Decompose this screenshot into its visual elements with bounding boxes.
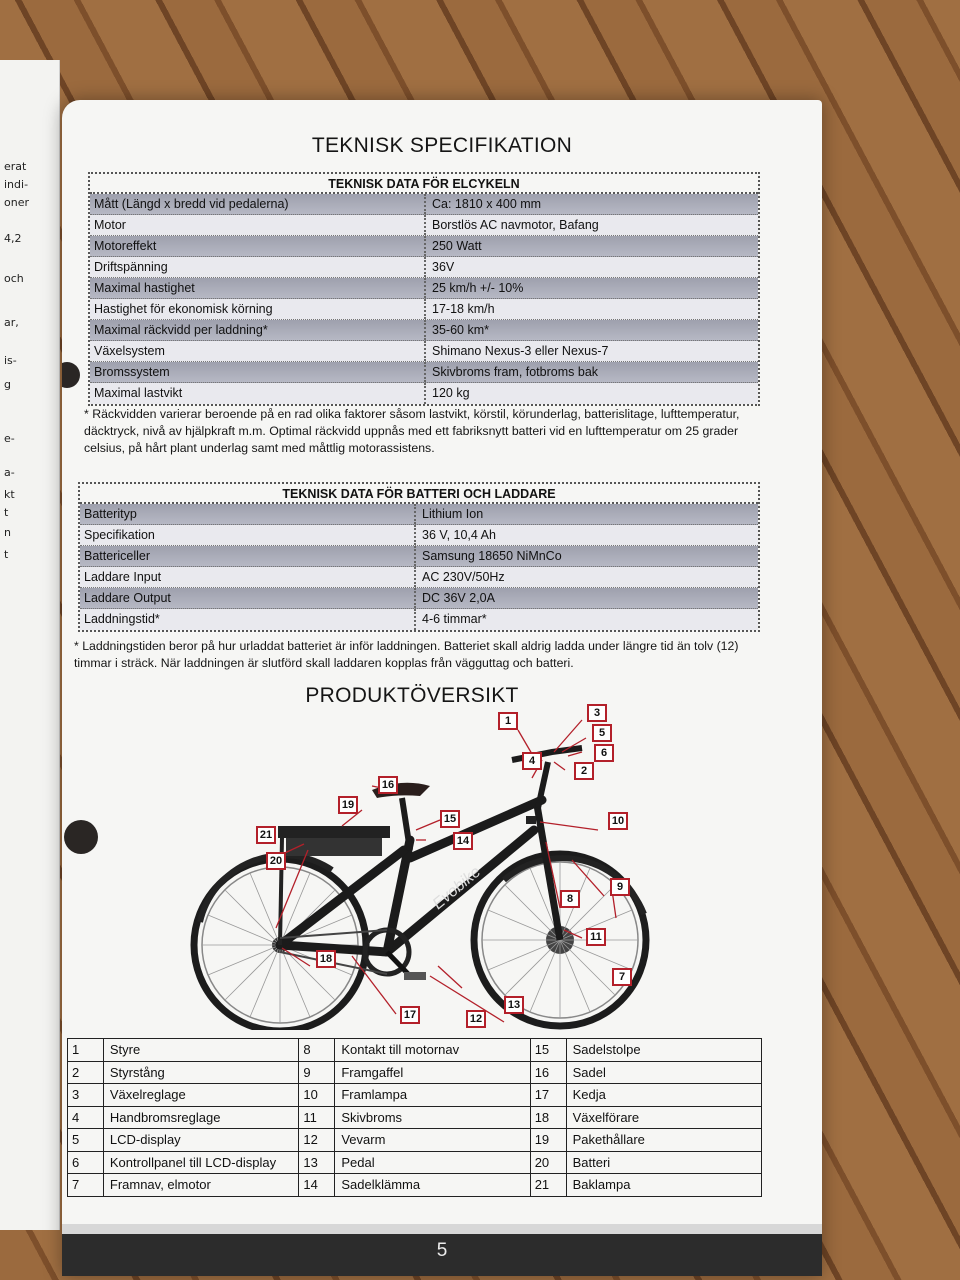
part-label: Handbromsreglage — [103, 1106, 299, 1129]
part-label: Kedja — [566, 1084, 761, 1107]
parts-row — [68, 1129, 762, 1152]
spec-label: Laddningstid* — [80, 609, 416, 630]
part-label: LCD-display — [103, 1129, 299, 1152]
callout-15: 15 — [440, 810, 460, 828]
callout-7: 7 — [612, 968, 632, 986]
spec-value: Samsung 18650 NiMnCo — [422, 549, 562, 563]
bike-brand: Evobike — [429, 863, 485, 914]
part-label: Styre — [103, 1039, 299, 1062]
spec-label: Motoreffekt — [90, 236, 426, 256]
battery-spec-caption: TEKNISK DATA FÖR BATTERI OCH LADDARE — [80, 484, 758, 504]
part-label: Batteri — [566, 1151, 761, 1174]
part-label: Styrstång — [103, 1061, 299, 1084]
spec-label: Maximal räckvidd per laddning* — [90, 320, 426, 340]
left-page-text-fragment: indi- — [4, 178, 29, 191]
spec-value: 17-18 km/h — [432, 302, 495, 316]
spec-row — [90, 236, 758, 257]
parts-row — [68, 1061, 762, 1084]
callout-18: 18 — [316, 950, 336, 968]
spec-label: Hastighet för ekonomisk körning — [90, 299, 426, 319]
spec-row — [90, 278, 758, 299]
spec-value: Shimano Nexus-3 eller Nexus-7 — [432, 344, 609, 358]
punch-hole-top — [62, 362, 80, 388]
callout-21: 21 — [256, 826, 276, 844]
part-number: 3 — [68, 1084, 104, 1107]
callout-13: 13 — [504, 996, 524, 1014]
part-number: 11 — [299, 1106, 335, 1129]
spec-value: Skivbroms fram, fotbroms bak — [432, 365, 599, 379]
spec-value: 36 V, 10,4 Ah — [422, 528, 496, 542]
spec-label: Battericeller — [80, 546, 416, 566]
callout-3: 3 — [587, 704, 607, 722]
part-label: Växelreglage — [103, 1084, 299, 1107]
left-page-edge — [0, 60, 60, 1230]
part-number: 8 — [299, 1039, 335, 1062]
parts-row — [68, 1039, 762, 1062]
spec-value: DC 36V 2,0A — [422, 591, 495, 605]
spec-value: Lithium Ion — [422, 507, 484, 521]
spec-label: Laddare Output — [80, 588, 416, 608]
part-label: Sadelstolpe — [566, 1039, 761, 1062]
spec-row — [90, 341, 758, 362]
part-label: Kontakt till motornav — [335, 1039, 530, 1062]
page-number: 5 — [436, 1240, 448, 1261]
part-label: Kontrollpanel till LCD-display — [103, 1151, 299, 1174]
left-page-text-fragment: och — [4, 272, 24, 285]
spec-row — [80, 525, 758, 546]
spec-row — [90, 362, 758, 383]
spec-label: Bromssystem — [90, 362, 426, 382]
part-number: 4 — [68, 1106, 104, 1129]
spec-row — [90, 215, 758, 236]
spec-value: Ca: 1810 x 400 mm — [432, 197, 542, 211]
spec-row — [90, 299, 758, 320]
punch-hole-bottom — [64, 820, 98, 854]
callout-17: 17 — [400, 1006, 420, 1024]
spec-value: 25 km/h +/- 10% — [432, 281, 524, 295]
page-footer — [62, 1224, 822, 1276]
callout-12: 12 — [466, 1010, 486, 1028]
ebike-footnote: * Räckvidden varierar beroende på en rad olika faktorer såsom lastvikt, körstil, körunderlag, batterislitage, lufttemperatur, däcktryck, nivå av hjälpkraft m.m. Optimal räckvidd uppnås med ett fabriksnytt batteri vid en lufttemperatur om 25 grader celsius, på hårt plant underlag samt med måttlig motorassistens. — [84, 407, 740, 455]
part-number: 21 — [530, 1174, 566, 1197]
battery-spec-table — [78, 482, 760, 632]
spec-row — [80, 567, 758, 588]
part-number: 18 — [530, 1106, 566, 1129]
part-label: Framlampa — [335, 1084, 530, 1107]
left-page-text-fragment: a- — [4, 466, 15, 479]
part-number: 13 — [299, 1151, 335, 1174]
left-page-text-fragment: ar, — [4, 316, 19, 329]
ebike-spec-table — [88, 172, 760, 406]
manual-page — [62, 100, 822, 1276]
spec-row — [90, 383, 758, 404]
part-number: 2 — [68, 1061, 104, 1084]
spec-row — [90, 194, 758, 215]
spec-row — [80, 546, 758, 567]
part-number: 7 — [68, 1174, 104, 1197]
spec-value: 250 Watt — [432, 239, 482, 253]
left-page-text-fragment: n — [4, 526, 11, 539]
part-label: Vevarm — [335, 1129, 530, 1152]
part-label: Växelförare — [566, 1106, 761, 1129]
spec-value: 36V — [432, 260, 455, 274]
spec-row — [80, 609, 758, 630]
left-page-text-fragment: g — [4, 378, 11, 391]
parts-row — [68, 1106, 762, 1129]
callout-4: 4 — [522, 752, 542, 770]
parts-row — [68, 1151, 762, 1174]
part-number: 16 — [530, 1061, 566, 1084]
spec-label: Batterityp — [80, 504, 416, 524]
spec-label: Laddare Input — [80, 567, 416, 587]
left-page-text-fragment: e- — [4, 432, 15, 445]
parts-row — [68, 1084, 762, 1107]
part-label: Sadelklämma — [335, 1174, 530, 1197]
part-number: 6 — [68, 1151, 104, 1174]
left-page-text-fragment: 4,2 — [4, 232, 22, 245]
part-label: Framnav, elmotor — [103, 1174, 299, 1197]
battery-footnote: * Laddningstiden beror på hur urladdat batteriet är inför laddningen. Batteriet skall aldrig ladda under längre tid än tolv (12) timmar i sträck. När laddningen är slutförd skall laddaren kopplas från vägguttag och batteri. — [74, 639, 739, 670]
spec-row — [90, 320, 758, 341]
spec-label: Maximal hastighet — [90, 278, 426, 298]
part-label: Sadel — [566, 1061, 761, 1084]
part-label: Framgaffel — [335, 1061, 530, 1084]
spec-value: 120 kg — [432, 386, 470, 400]
spec-value: 4-6 timmar* — [422, 612, 487, 626]
parts-row — [68, 1174, 762, 1197]
spec-value: 35-60 km* — [432, 323, 489, 337]
left-page-text-fragment: kt — [4, 488, 15, 501]
part-number: 10 — [299, 1084, 335, 1107]
part-number: 5 — [68, 1129, 104, 1152]
spec-label: Motor — [90, 215, 426, 235]
spec-label: Driftspänning — [90, 257, 426, 277]
callout-2: 2 — [574, 762, 594, 780]
ebike-spec-caption: TEKNISK DATA FÖR ELCYKELN — [90, 174, 758, 194]
part-number: 17 — [530, 1084, 566, 1107]
left-page-text-fragment: is- — [4, 354, 17, 367]
callout-20: 20 — [266, 852, 286, 870]
callout-11: 11 — [586, 928, 606, 946]
page-title: TEKNISK SPECIFIKATION — [311, 134, 573, 157]
part-label: Skivbroms — [335, 1106, 530, 1129]
spec-label: Växelsystem — [90, 341, 426, 361]
part-label: Baklampa — [566, 1174, 761, 1197]
spec-row — [80, 504, 758, 525]
spec-label: Specifikation — [80, 525, 416, 545]
callout-8: 8 — [560, 890, 580, 908]
callout-lines — [182, 690, 662, 1030]
part-label: Pakethållare — [566, 1129, 761, 1152]
left-page-text-fragment: oner — [4, 196, 29, 209]
spec-value: AC 230V/50Hz — [422, 570, 505, 584]
spec-value: Borstlös AC navmotor, Bafang — [432, 218, 599, 232]
left-page-text-fragment: t — [4, 548, 9, 561]
left-page-text-fragment: erat — [4, 160, 27, 173]
part-number: 9 — [299, 1061, 335, 1084]
left-page-text-fragment: t — [4, 506, 9, 519]
callout-9: 9 — [610, 878, 630, 896]
part-number: 15 — [530, 1039, 566, 1062]
parts-table — [67, 1038, 762, 1197]
callout-10: 10 — [608, 812, 628, 830]
part-number: 14 — [299, 1174, 335, 1197]
callout-14: 14 — [453, 832, 473, 850]
callout-1: 1 — [498, 712, 518, 730]
callout-19: 19 — [338, 796, 358, 814]
overview-title: PRODUKTÖVERSIKT — [305, 684, 519, 707]
spec-label: Maximal lastvikt — [90, 383, 426, 404]
callout-5: 5 — [592, 724, 612, 742]
part-number: 20 — [530, 1151, 566, 1174]
part-label: Pedal — [335, 1151, 530, 1174]
callout-6: 6 — [594, 744, 614, 762]
part-number: 1 — [68, 1039, 104, 1062]
spec-row — [80, 588, 758, 609]
part-number: 19 — [530, 1129, 566, 1152]
spec-row — [90, 257, 758, 278]
callout-16: 16 — [378, 776, 398, 794]
spec-label: Mått (Längd x bredd vid pedalerna) — [90, 194, 426, 214]
bike-illustration — [182, 690, 662, 1030]
part-number: 12 — [299, 1129, 335, 1152]
